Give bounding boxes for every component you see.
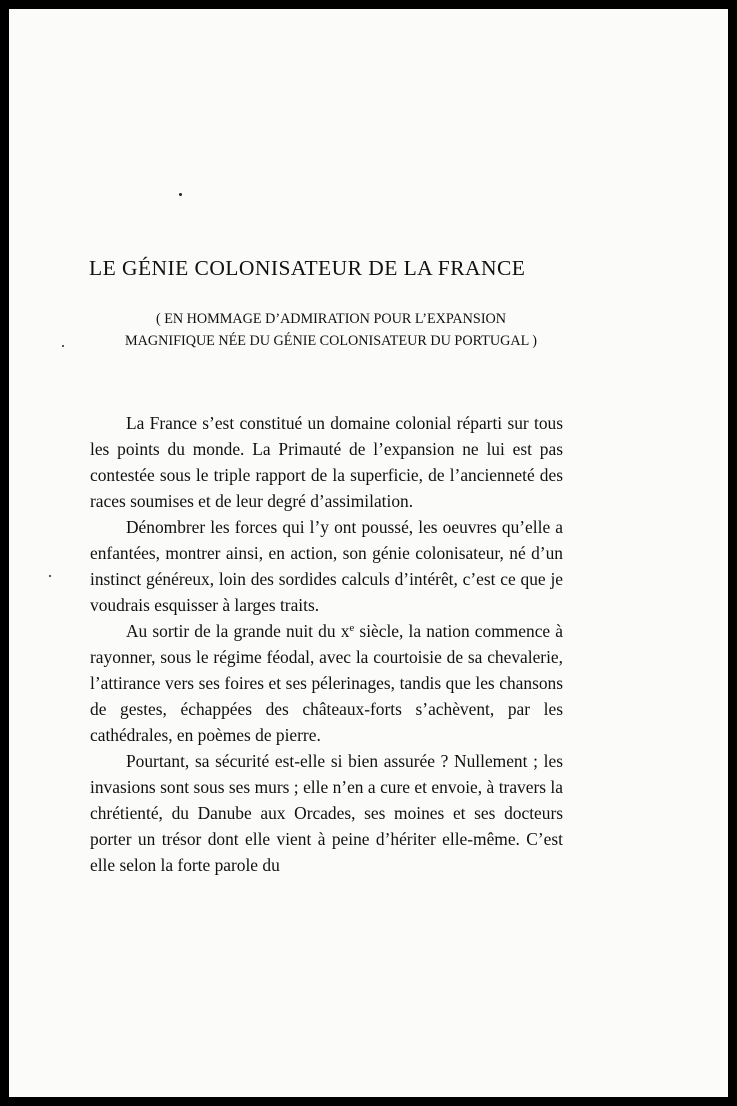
ink-speck (62, 345, 64, 347)
paragraph (90, 618, 563, 748)
ink-speck (179, 193, 182, 196)
chapter-subtitle (91, 308, 571, 352)
document-page (9, 9, 728, 1097)
chapter-title: LE GÉNIE COLONISATEUR DE LA FRANCE (89, 256, 526, 280)
paragraph (90, 514, 563, 618)
century-superscript: e (349, 621, 355, 634)
body-text (90, 410, 563, 878)
paragraph-text: Dénombrer les forces qui l’y ont poussé, les oeuvres qu’elle a enfantées, montrer ainsi, en action, son génie colonisateur, né d’un instinct généreux, loin des sordides calculs d’intérêt, c’est ce que je voudrais esquisser à larges traits. (90, 517, 563, 615)
subtitle-line: ( EN HOMMAGE D’ADMIRATION POUR L’EXPANSION (155, 311, 507, 327)
paragraph-text: Au sortir de la grande nuit du x (126, 621, 350, 641)
paragraph: La France s’est constitué un domaine colonial réparti sur tous les points du monde. La Primauté de l’expansion ne lui est pas contestée sous le triple rapport de la superficie, de l’ancienneté des races soumises et de leur degré d’assimilation. (90, 413, 563, 511)
paragraph: Pourtant, sa sécurité est-elle si bien assurée ? Nullement ; les invasions sont sous ses murs ; elle n’en a cure et envoie, à travers la chrétienté, du Danube aux Orcades, ses moines et ses docteurs porter un trésor dont elle vient à peine d’hériter elle-même. C’est elle selon la forte parole du (90, 751, 563, 875)
paragraph-text: siècle, la nation commence à rayonner, sous le régime féodal, avec la courtoisie de sa chevalerie, l’attirance vers ses foires et ses pélerinages, tandis que les chansons de gestes, échappées des châteaux-forts s’achèvent, par les cathédrales, en poèmes de pierre. (90, 621, 563, 745)
ink-speck (49, 575, 51, 577)
subtitle-line: MAGNIFIQUE NÉE DU GÉNIE COLONISATEUR DU PORTUGAL ) (125, 333, 537, 349)
